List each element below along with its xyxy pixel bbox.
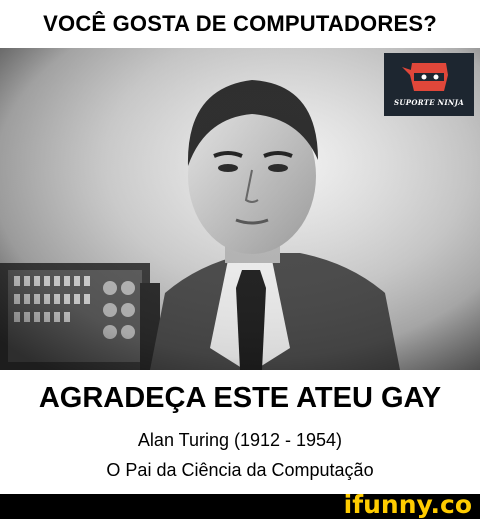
suporte-ninja-logo (384, 53, 474, 116)
name-and-years: Alan Turing (1912 - 1954) (137, 430, 343, 450)
meme-headline: AGRADEÇA ESTE ATEU GAY (38, 382, 442, 414)
person-title: O Pai da Ciência da Computação (106, 460, 374, 480)
watermark-bar (0, 490, 480, 519)
meme-top-text: VOCÊ GOSTA DE COMPUTADORES? (43, 11, 437, 36)
caption-area (0, 370, 480, 494)
logo-text: SUPORTE NINJA (394, 98, 464, 107)
ifunny-watermark: ifunny.co (343, 490, 472, 519)
meme-top-text-bar (0, 0, 480, 48)
